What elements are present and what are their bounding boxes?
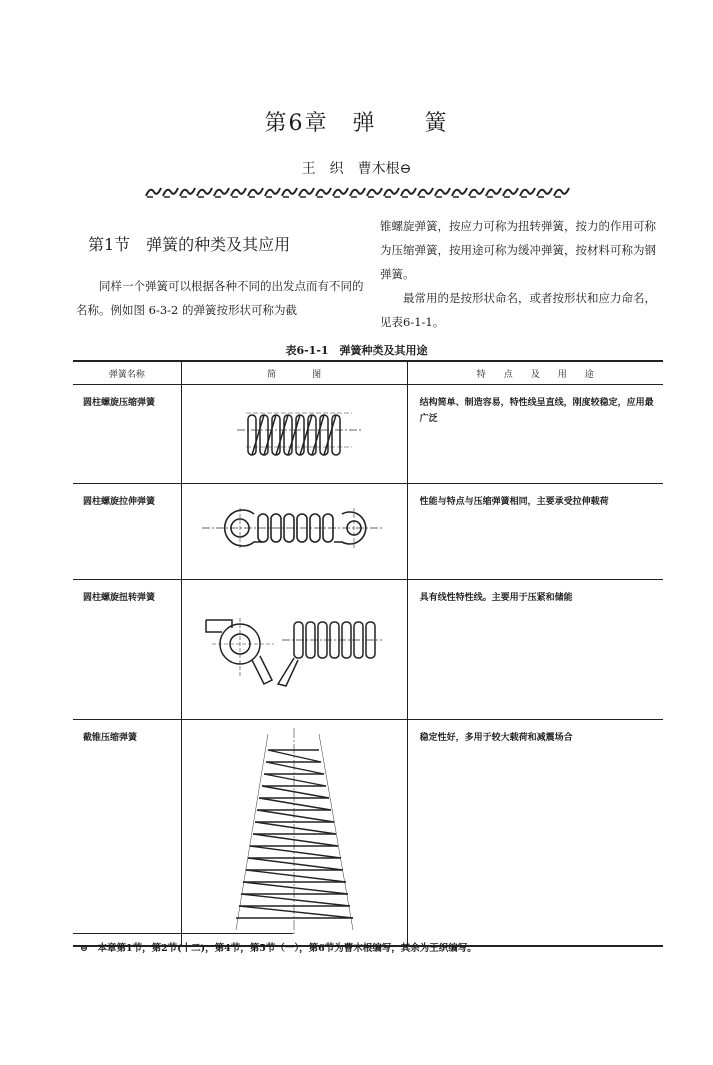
spring-description: 性能与特点与压缩弹簧相同，主要承受拉伸载荷 <box>419 497 609 507</box>
extension-spring-diagram <box>182 484 405 576</box>
chapter-title: 第6章 弹 簧 <box>264 111 449 136</box>
spring-name: 圆柱螺旋压缩弹簧 <box>83 398 156 408</box>
spring-types-table <box>73 360 663 947</box>
table-row <box>73 720 663 947</box>
table-row <box>73 580 663 720</box>
ornament-divider <box>145 184 570 200</box>
spring-name: 圆柱螺旋拉伸弹簧 <box>83 497 156 507</box>
table-caption: 表6-1-1 弹簧种类及其用途 <box>285 344 428 357</box>
spring-description: 结构简单、制造容易，特性线呈直线，刚度较稳定，应用最广泛 <box>419 398 654 424</box>
right-paragraph-1: 锥螺旋弹簧，按应力可称为扭转弹簧，按力的作用可称为压缩弹簧，按用途可称为缓冲弹簧，按材料可称为钢弹簧。 <box>380 219 656 281</box>
spring-description: 具有线性特性线。主要用于压紧和储能 <box>419 593 573 603</box>
spring-description: 稳定性好，多用于较大载荷和减震场合 <box>419 733 573 743</box>
footnote: ⊖ 本章第1节，第2节(十二)，第4节，第5节（一），第6节为曹木根编写，其余为王织编写。 <box>80 943 477 954</box>
authors: 王 织 曹木根⊖ <box>301 161 412 177</box>
footnote-divider <box>73 933 293 934</box>
left-paragraph: 同样一个弹簧可以根据各种不同的出发点而有不同的名称。例如图 6-3-2 的弹簧按形状可称为截 <box>76 279 364 317</box>
spring-name: 圆柱螺旋扭转弹簧 <box>83 593 156 603</box>
spring-name: 截锥压缩弹簧 <box>83 733 138 743</box>
compression-spring-diagram <box>182 385 405 480</box>
right-paragraph-2: 最常用的是按形状命名，或者按形状和应力命名，见表6-1-1。 <box>380 291 656 329</box>
conical-spring-diagram <box>182 720 405 942</box>
header-features: 特 点 及 用 途 <box>407 361 663 385</box>
torsion-spring-diagram <box>182 580 405 716</box>
table-row <box>73 385 663 484</box>
section-title: 第1节 弹簧的种类及其应用 <box>88 235 291 254</box>
header-diagram: 简 图 <box>181 361 407 385</box>
header-name: 弹簧名称 <box>73 361 181 385</box>
table-row <box>73 484 663 580</box>
